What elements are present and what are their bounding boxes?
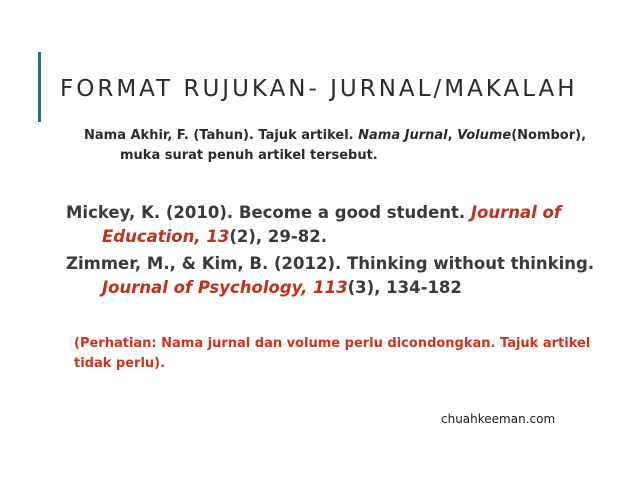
slide-title: FORMAT RUJUKAN- JURNAL/MAKALAH	[60, 76, 578, 102]
ref1-authors-title: Mickey, K. (2010). Become a good student.	[66, 203, 471, 222]
ref2-journal: Journal of Psychology, 113	[102, 278, 348, 297]
ref2-line2	[66, 276, 606, 300]
reference-example-1	[66, 201, 606, 249]
ref2-authors-title: Zimmer, M., & Kim, B. (2012). Thinking without thinking.	[66, 254, 595, 273]
format-part1: Nama Akhir, F. (Tahun). Tajuk artikel.	[84, 128, 359, 143]
format-line2: muka surat penuh artikel tersebut.	[120, 148, 378, 163]
accent-bar	[38, 52, 41, 122]
ref1-journal-line1: Journal of	[470, 203, 562, 222]
note-text: (Perhatian: Nama jurnal dan volume perlu dicondongkan. Tajuk artikel tidak perlu).	[74, 336, 591, 371]
format-part2: (Nombor),	[511, 128, 587, 143]
format-volume: Volume	[457, 128, 512, 143]
ref1-journal-line2: Education, 13	[102, 227, 230, 246]
credit-text: chuahkeeman.com	[441, 412, 556, 426]
format-template	[84, 126, 604, 166]
format-journal: Nama Jurnal	[358, 128, 448, 143]
ref1-line2	[66, 225, 606, 249]
ref1-rest: (2), 29-82.	[229, 227, 327, 246]
ref2-rest: (3), 134-182	[347, 278, 462, 297]
reference-example-2	[66, 252, 606, 300]
format-sep: ,	[447, 128, 458, 143]
